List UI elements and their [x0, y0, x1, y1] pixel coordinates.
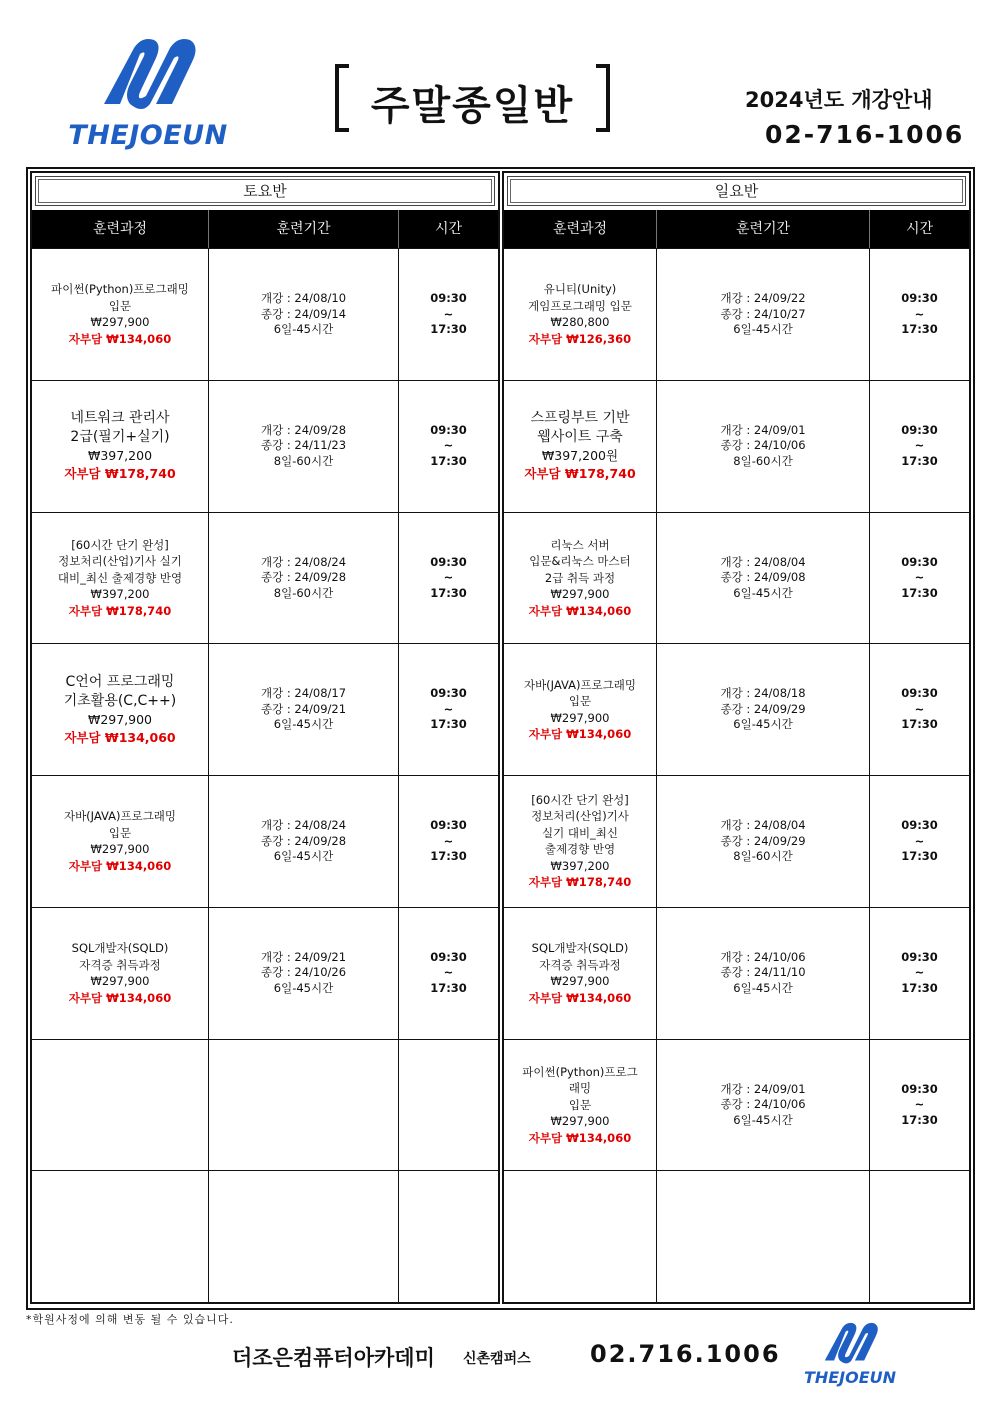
training-period: 개강 : 24/08/24 종강 : 24/09/28 6일-45시간	[260, 818, 347, 864]
time-cell	[870, 644, 969, 775]
saturday-rows	[32, 248, 498, 1302]
class-time: 09:30 ~ 17:30	[901, 554, 938, 600]
course-cell	[504, 249, 657, 380]
self-pay-amount: 자부담 ₩134,060	[528, 727, 632, 742]
self-pay-amount: 자부담 ₩178,740	[68, 603, 172, 618]
course-info	[529, 792, 631, 891]
schedule-table	[26, 167, 975, 1310]
column-header-time: 시간	[905, 221, 934, 237]
course-price: ₩397,200원	[541, 448, 619, 464]
course-name: SQL개발자(SQLD) 자격증 취득과정	[531, 941, 629, 972]
class-time: 09:30 ~ 17:30	[430, 686, 467, 732]
training-period: 개강 : 24/10/06 종강 : 24/11/10 6일-45시간	[720, 949, 806, 995]
course-price: ₩297,900	[87, 711, 153, 727]
course-name: 파이썬(Python)프로그래밍 입문	[51, 282, 189, 313]
time-cell	[870, 513, 969, 644]
course-cell	[32, 513, 209, 644]
course-info	[529, 940, 631, 1006]
course-price: ₩297,900	[550, 710, 610, 725]
course-price: ₩280,800	[550, 315, 610, 330]
period-cell	[657, 249, 870, 380]
time-cell	[399, 776, 498, 907]
class-time: 09:30 ~ 17:30	[901, 422, 938, 468]
time-cell	[870, 249, 969, 380]
class-time: 09:30 ~ 17:30	[430, 554, 467, 600]
course-name: SQL개발자(SQLD) 자격증 취득과정	[71, 941, 169, 972]
saturday-section	[30, 171, 500, 1304]
self-pay-amount: 자부담 ₩126,360	[528, 331, 632, 346]
training-period: 개강 : 24/08/10 종강 : 24/09/14 6일-45시간	[260, 291, 347, 337]
class-time: 09:30 ~ 17:30	[430, 949, 467, 995]
training-period: 개강 : 24/09/21 종강 : 24/10/26 6일-45시간	[260, 949, 347, 995]
table-row	[504, 380, 969, 512]
course-price: ₩297,900	[550, 587, 610, 602]
course-price: ₩397,200	[550, 858, 610, 873]
table-row	[504, 512, 969, 644]
self-pay-amount: 자부담 ₩134,060	[68, 858, 172, 873]
self-pay-amount: 자부담 ₩134,060	[68, 331, 172, 346]
course-price: ₩397,200	[90, 587, 150, 602]
period-cell	[209, 513, 399, 644]
table-row	[32, 248, 498, 380]
time-cell	[399, 644, 498, 775]
training-period: 개강 : 24/08/18 종강 : 24/09/29 6일-45시간	[720, 686, 806, 732]
footer-logo-text: THEJOEUN	[803, 1368, 897, 1387]
training-period: 개강 : 24/09/22 종강 : 24/10/27 6일-45시간	[720, 291, 806, 337]
training-period: 개강 : 24/08/04 종강 : 24/09/29 8일-60시간	[720, 818, 806, 864]
course-cell	[504, 1040, 657, 1171]
footer-campus: 신촌캠퍼스	[463, 1351, 531, 1367]
time-cell	[399, 249, 498, 380]
course-cell	[504, 908, 657, 1039]
table-row	[504, 1039, 969, 1171]
course-info	[522, 1064, 638, 1147]
sunday-title: 일요반	[507, 176, 966, 206]
table-row	[32, 643, 498, 775]
course-name: 파이썬(Python)프로그 래밍 입문	[522, 1064, 638, 1112]
course-price: ₩297,900	[550, 1114, 610, 1129]
course-name: 자바(JAVA)프로그래밍 입문	[523, 677, 637, 709]
period-cell	[209, 908, 399, 1039]
course-info	[64, 409, 175, 483]
table-row	[32, 380, 498, 512]
period-cell	[657, 776, 870, 907]
course-name: 네트워크 관리사 2급(필기+실기)	[70, 410, 170, 446]
class-time: 09:30 ~ 17:30	[901, 949, 938, 995]
course-info	[69, 940, 171, 1006]
column-header-course: 훈련과정	[32, 210, 209, 248]
time-cell	[399, 1171, 498, 1302]
academy-logo	[58, 34, 238, 158]
self-pay-amount: 자부담 ₩134,060	[528, 1130, 632, 1145]
disclaimer-note: *학원사정에 의해 변동 될 수 있습니다.	[26, 1313, 234, 1326]
course-price: ₩297,900	[90, 842, 150, 857]
course-info	[64, 673, 176, 747]
column-header-period: 훈련기간	[657, 210, 870, 248]
course-name: [60시간 단기 완성] 정보처리(산업)기사 실기 대비_최신 출제경향 반영	[57, 537, 183, 585]
course-info	[524, 677, 636, 743]
training-period: 개강 : 24/09/28 종강 : 24/11/23 8일-60시간	[260, 422, 347, 468]
course-price: ₩297,900	[90, 315, 150, 330]
time-cell	[870, 908, 969, 1039]
course-cell	[32, 249, 209, 380]
course-name: 유니티(Unity) 게임프로그래밍 입문	[528, 282, 632, 313]
self-pay-amount: 자부담 ₩134,060	[528, 603, 632, 618]
course-cell	[504, 776, 657, 907]
class-time: 09:30 ~ 17:30	[430, 422, 467, 468]
course-cell	[504, 513, 657, 644]
course-cell	[504, 644, 657, 775]
self-pay-amount: 자부담 ₩134,060	[68, 990, 172, 1005]
class-time: 09:30 ~ 17:30	[430, 291, 467, 337]
course-name: 리눅스 서버 입문&리눅스 마스터 2급 취득 과정	[529, 537, 631, 585]
footer-academy-name: 더조은컴퓨터아카데미	[232, 1346, 435, 1370]
saturday-title: 토요반	[35, 176, 495, 206]
class-time: 09:30 ~ 17:30	[901, 686, 938, 732]
course-info	[529, 537, 631, 620]
course-name: C언어 프로그래밍 기초활용(C,C++)	[63, 673, 177, 709]
sunday-section	[502, 171, 971, 1304]
course-price: ₩297,900	[90, 974, 150, 989]
column-header-period: 훈련기간	[209, 210, 399, 248]
course-name: [60시간 단기 완성] 정보처리(산업)기사 실기 대비_최신 출제경향 반영	[531, 792, 629, 857]
column-header-course: 훈련과정	[504, 210, 657, 248]
course-price: ₩297,900	[550, 974, 610, 989]
course-cell	[32, 776, 209, 907]
training-period: 개강 : 24/09/01 종강 : 24/10/06 6일-45시간	[720, 1081, 806, 1127]
table-row	[32, 775, 498, 907]
course-name: 자바(JAVA)프로그래밍 입문	[63, 809, 177, 840]
period-cell	[657, 1040, 870, 1171]
year-label: 2024년도 개강안내	[745, 88, 933, 112]
column-header-time: 시간	[434, 221, 463, 237]
footer-phone: 02.716.1006	[590, 1340, 781, 1368]
class-time: 09:30 ~ 17:30	[430, 818, 467, 864]
course-cell	[32, 1040, 209, 1171]
time-cell	[870, 776, 969, 907]
time-cell	[399, 381, 498, 512]
class-time: 09:30 ~ 17:30	[901, 818, 938, 864]
class-time: 09:30 ~ 17:30	[901, 1081, 938, 1127]
self-pay-amount: 자부담 ₩134,060	[528, 990, 632, 1005]
sunday-header-row	[504, 210, 969, 248]
course-info	[528, 281, 632, 347]
course-cell	[32, 908, 209, 1039]
self-pay-amount: 자부담 ₩178,740	[524, 466, 636, 482]
table-row	[504, 907, 969, 1039]
logo-mark-icon	[96, 34, 206, 110]
table-row	[32, 1039, 498, 1171]
period-cell	[209, 1040, 399, 1171]
training-period: 개강 : 24/08/24 종강 : 24/09/28 8일-60시간	[260, 554, 347, 600]
self-pay-amount: 자부담 ₩178,740	[64, 466, 176, 482]
time-cell	[870, 1171, 969, 1302]
course-cell	[32, 1171, 209, 1302]
period-cell	[209, 1171, 399, 1302]
training-period: 개강 : 24/08/17 종강 : 24/09/21 6일-45시간	[260, 686, 347, 732]
period-cell	[657, 381, 870, 512]
self-pay-amount: 자부담 ₩178,740	[528, 875, 632, 890]
table-row	[504, 1170, 969, 1302]
course-cell	[32, 644, 209, 775]
period-cell	[209, 381, 399, 512]
course-info	[58, 537, 182, 620]
period-cell	[209, 249, 399, 380]
course-info	[524, 409, 635, 483]
class-time: 09:30 ~ 17:30	[901, 291, 938, 337]
period-cell	[209, 776, 399, 907]
time-cell	[399, 513, 498, 644]
course-info	[64, 808, 176, 874]
period-cell	[657, 513, 870, 644]
time-cell	[870, 381, 969, 512]
saturday-header-row	[32, 210, 498, 248]
table-row	[32, 512, 498, 644]
self-pay-amount: 자부담 ₩134,060	[64, 729, 176, 745]
course-cell	[504, 381, 657, 512]
time-cell	[399, 1040, 498, 1171]
period-cell	[657, 1171, 870, 1302]
time-cell	[399, 908, 498, 1039]
logo-text: THEJOEUN	[68, 120, 228, 151]
page-title-block	[330, 64, 615, 134]
table-row	[32, 907, 498, 1039]
course-cell	[504, 1171, 657, 1302]
course-cell	[32, 381, 209, 512]
footer-logo	[798, 1320, 902, 1392]
course-info	[51, 281, 189, 347]
period-cell	[657, 908, 870, 1039]
course-name: 스프링부트 기반 웹사이트 구축	[530, 410, 630, 446]
sunday-rows	[504, 248, 969, 1302]
training-period: 개강 : 24/09/01 종강 : 24/10/06 8일-60시간	[720, 422, 806, 468]
period-cell	[657, 644, 870, 775]
time-cell	[870, 1040, 969, 1171]
table-row	[32, 1170, 498, 1302]
course-price: ₩397,200	[87, 448, 153, 464]
table-row	[504, 248, 969, 380]
table-row	[504, 775, 969, 907]
header-phone: 02-716-1006	[765, 120, 965, 149]
training-period: 개강 : 24/08/04 종강 : 24/09/08 6일-45시간	[720, 554, 806, 600]
period-cell	[209, 644, 399, 775]
table-row	[504, 643, 969, 775]
page-title: 주말종일반	[370, 83, 575, 129]
logo-mark-icon	[820, 1320, 884, 1364]
right-bracket	[596, 64, 610, 132]
